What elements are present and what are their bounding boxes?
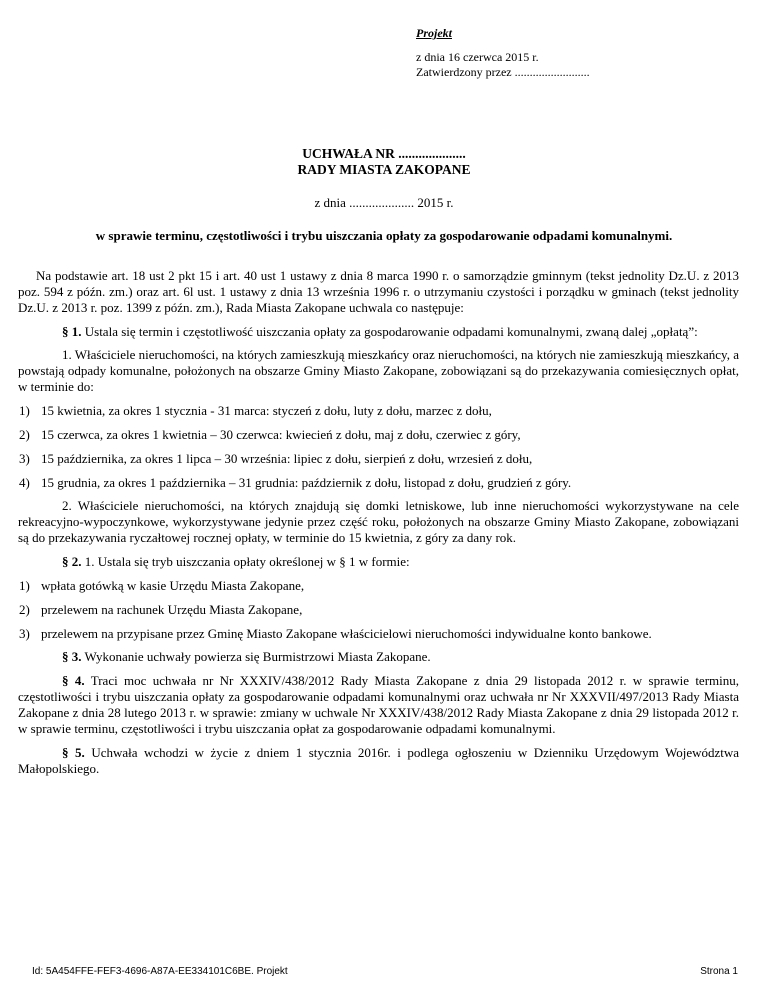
list-item: 3) 15 października, za okres 1 lipca – 30 września: lipiec z dołu, sierpień z dołu, wrzesień z dołu, [19,450,533,466]
section-5-number: § 5. [62,744,85,760]
section-3-text: Wykonanie uchwały powierza się Burmistrzowi Miasta Zakopane. [84,649,431,665]
header-approved: Zatwierdzony przez ......................... [416,65,590,80]
section-3-number: § 3. [62,649,82,665]
list-item: 1) 15 kwietnia, za okres 1 stycznia - 31 marca: styczeń z dołu, luty z dołu, marzec z dołu, [19,403,492,419]
page-footer [32,966,738,978]
projekt-label: Projekt [416,26,452,40]
section-4-text: Traci moc uchwała nr Nr XXXIV/438/2012 Rady Miasta Zakopane z dnia 29 listopada 2012 r. w sprawie terminu, częstotliwości i trybu uiszczania opłaty za gospodarowanie odpadami komunalnymi oraz uchwała nr Nr XXXVII/497/2013 Rady Miasta Zakopane z dnia 28 lutego 2013 r. w sprawie: zmiany w uchwale Nr XXXIV/438/2012 Rady Miasta Zakopane z dnia 29 listopada 2012 r. w sprawie terminu, częstotliwości i trybu uiszczania opłat za gospodarowanie odpadami komunalnymi. [18,673,740,736]
list-item: 1) wpłata gotówką w kasie Urzędu Miasta Zakopane, [19,577,305,593]
section-2 [18,554,739,570]
header-date: z dnia 16 czerwca 2015 r. [416,49,539,64]
document-header [416,26,590,81]
title-number: UCHWAŁA NR .................... [302,146,466,161]
section-1-paragraph-2: 2. Właściciele nieruchomości, na których znajdują się domki letniskowe, lub inne nieruchomości wykorzystywane na cele rekreacyjno-wypoczynkowe, wykorzystywane jedynie przez część roku, położonych na obszarze Gminy Miasto Zakopane, zobowiązani są do przekazywania ryczałtowej rocznej opłaty, w terminie do 15 kwietnia, z góry za dany rok. [18,498,739,546]
section-1-paragraph-1: 1. Właściciele nieruchomości, na których zamieszkują mieszkańcy oraz nieruchomości, na których nie zamieszkują mieszkańcy, a powstają odpady komunalne, położonych na obszarze Gminy Miasto Zakopane, zobowiązani są do przekazywania comiesięcznych opłat, w terminie do: [18,347,739,395]
list-item: 2) 15 czerwca, za okres 1 kwietnia – 30 czerwca: kwiecień z dołu, maj z dołu, czerwiec z góry, [19,426,521,442]
document-id: Id: 5A454FFE-FEF3-4696-A87A-EE334101C6BE. Projekt [32,966,288,977]
section-4 [18,673,739,736]
section-1-text: Ustala się termin i częstotliwość uiszczania opłaty za gospodarowanie odpadami komunalnymi, zwaną dalej „opłatą”: [84,323,698,339]
section-3 [18,649,739,665]
section-2-text: 1. Ustala się tryb uiszczania opłaty określonej w § 1 w formie: [84,554,410,570]
list-item: 3) przelewem na przypisane przez Gminę Miasto Zakopane właścicielowi nieruchomości indywidualne konto bankowe. [19,625,652,641]
title-council: RADY MIASTA ZAKOPANE [297,162,471,178]
resolution-title [0,146,768,179]
section-2-number: § 2. [62,554,82,570]
section-1 [18,324,739,340]
list-item: 4) 15 grudnia, za okres 1 października – 31 grudnia: październik z dołu, listopad z dołu, grudzień z góry. [19,474,572,490]
list-item: 2) przelewem na rachunek Urzędu Miasta Zakopane, [19,601,303,617]
section-4-number: § 4. [62,673,85,689]
resolution-subject: w sprawie terminu, częstotliwości i trybu uiszczania opłaty za gospodarowanie odpadami komunalnymi. [95,228,673,243]
resolution-date: z dnia .................... 2015 r. [314,195,454,210]
section-5 [18,745,739,777]
document-body [18,268,739,784]
page-number: Strona 1 [700,966,738,977]
preamble: Na podstawie art. 18 ust 2 pkt 15 i art. 40 ust 1 ustawy z dnia 8 marca 1990 r. o samorządzie gminnym (tekst jednolity Dz.U. z 2013 poz. 594 z późn. zm.) oraz art. 6l ust. 1 ustawy z dnia 13 września 1996 r. o utrzymaniu czystości i porządku w gminach (tekst jednolity Dz.U. z 2013 r. poz. 1399 z późn. zm.), Rada Miasta Zakopane uchwala co następuje: [18,268,739,315]
section-5-text: Uchwała wchodzi w życie z dniem 1 stycznia 2016r. i podlega ogłoszeniu w Dzienniku Urzędowym Województwa Małopolskiego. [18,744,740,776]
section-1-number: § 1. [62,323,82,339]
